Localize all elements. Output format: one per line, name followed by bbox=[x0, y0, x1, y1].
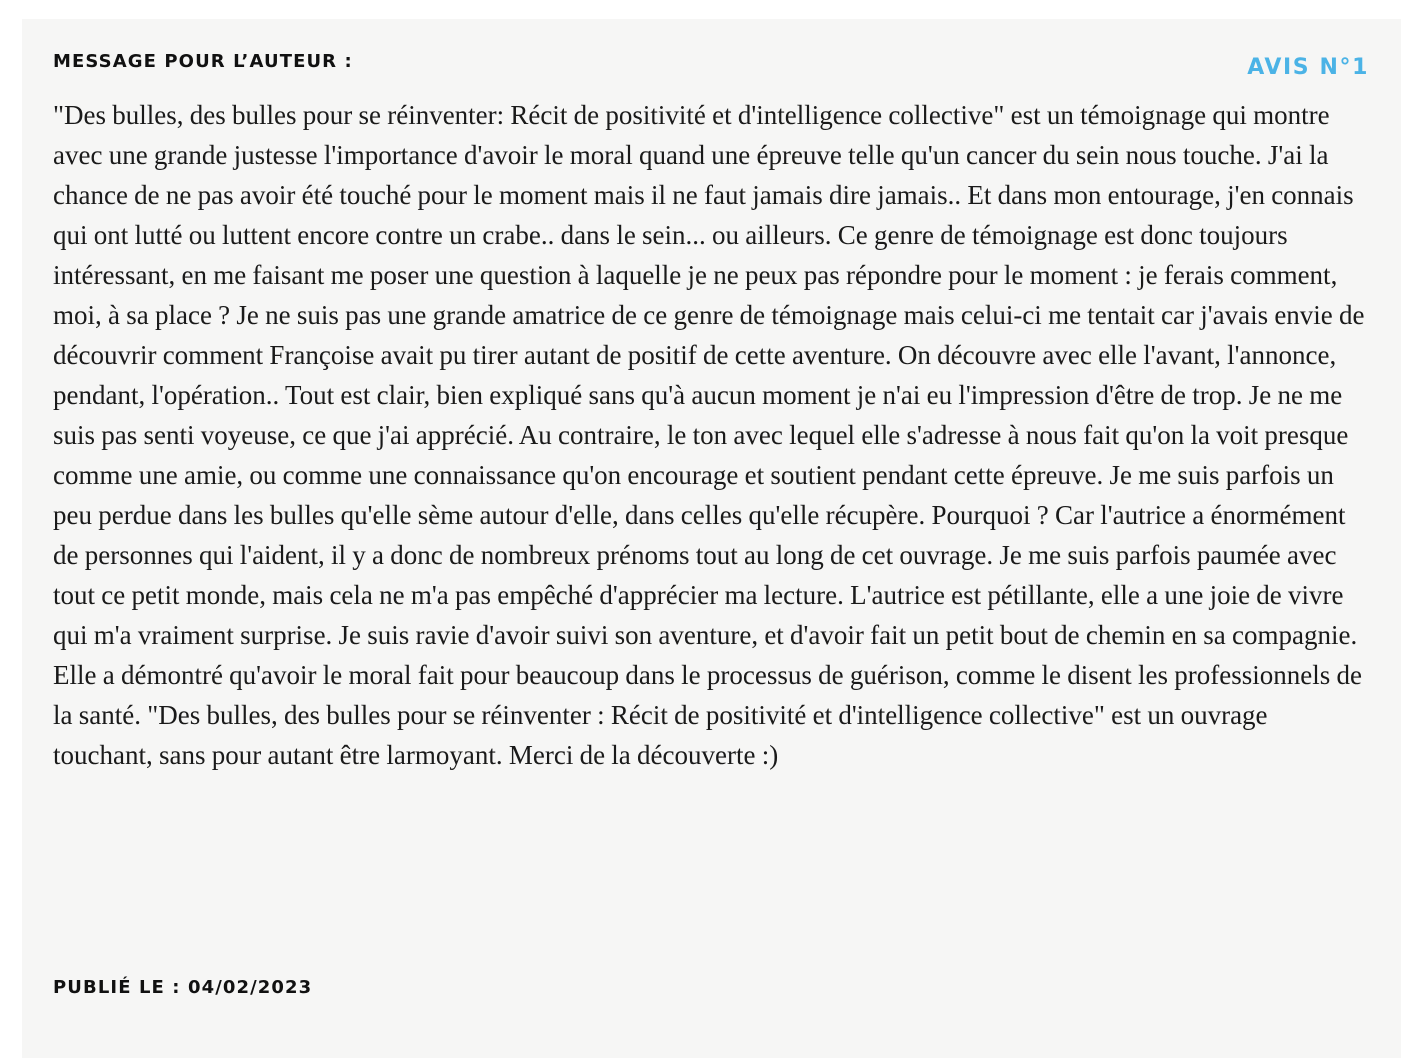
review-publish-date: PUBLIÉ LE : 04/02/2023 bbox=[53, 977, 313, 998]
review-number-badge: AVIS N°1 bbox=[1247, 55, 1369, 80]
review-label: MESSAGE POUR L’AUTEUR : bbox=[53, 51, 353, 72]
review-text: "Des bulles, des bulles pour se réinventer: Récit de positivité et d'intelligence collective" est un témoignage qui montre avec une grande justesse l'importance d'avoir le moral quand une épreuve telle qu'un cancer du sein nous touche. J'ai la chance de ne pas avoir été touché pour le moment mais il ne faut jamais dire jamais.. Et dans mon entourage, j'en connais qui ont lutté ou luttent encore contre un crabe.. dans le sein... ou ailleurs. Ce genre de témoignage est donc toujours intéressant, en me faisant me poser une question à laquelle je ne peux pas répondre pour le moment : je ferais comment, moi, à sa place ? Je ne suis pas une grande amatrice de ce genre de témoignage mais celui-ci me tentait car j'avais envie de découvrir comment Françoise avait pu tirer autant de positif de cette aventure. On découvre avec elle l'avant, l'annonce, pendant, l'opération.. Tout est clair, bien expliqué sans qu'à aucun moment je n'ai eu l'impression d'être de trop. Je ne me suis pas senti voyeuse, ce que j'ai apprécié. Au contraire, le ton avec lequel elle s'adresse à nous fait qu'on la voit presque comme une amie, ou comme une connaissance qu'on encourage et soutient pendant cette épreuve. Je me suis parfois un peu perdue dans les bulles qu'elle sème autour d'elle, dans celles qu'elle récupère. Pourquoi ? Car l'autrice a énormément de personnes qui l'aident, il y a donc de nombreux prénoms tout au long de cet ouvrage. Je me suis parfois paumée avec tout ce petit monde, mais cela ne m'a pas empêché d'apprécier ma lecture. L'autrice est pétillante, elle a une joie de vivre qui m'a vraiment surprise. Je suis ravie d'avoir suivi son aventure, et d'avoir fait un petit bout de chemin en sa compagnie. Elle a démontré qu'avoir le moral fait pour beaucoup dans le processus de guérison, comme le disent les professionnels de la santé. "Des bulles, des bulles pour se réinventer : Récit de positivité et d'intelligence collective" est un ouvrage touchant, sans pour autant être larmoyant. Merci de la découverte :) bbox=[53, 100, 1365, 770]
review-card bbox=[22, 19, 1401, 1058]
